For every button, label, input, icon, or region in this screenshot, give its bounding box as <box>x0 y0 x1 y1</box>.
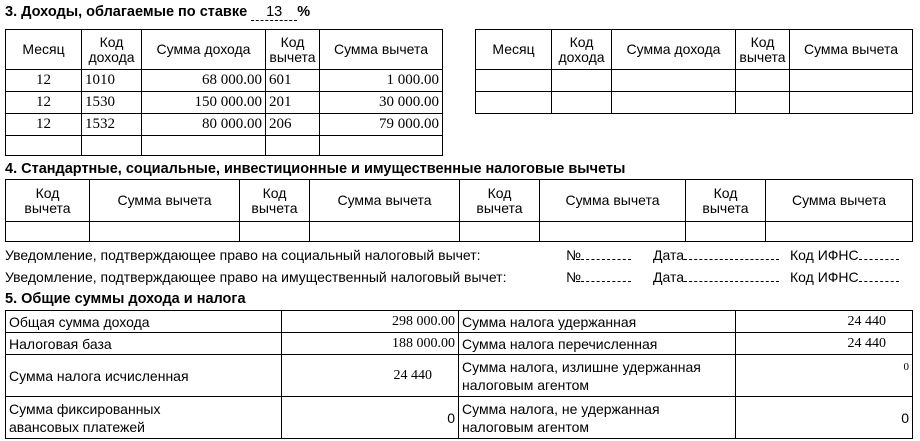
tax-calculated-value: 24 440 <box>282 355 459 397</box>
header-deduction-sum: Сумма вычета <box>90 180 240 222</box>
tax-not-withheld-value: 0 <box>736 397 913 439</box>
empty-cell <box>552 92 612 114</box>
header-income-code: Код дохода <box>552 30 612 70</box>
empty-cell <box>790 70 913 92</box>
cell-deduction-sum: 1 000.00 <box>320 70 443 92</box>
tax-excess-label: Сумма налога, излишне удержанная налоговым агентом <box>459 355 736 397</box>
cell-deduction-code: 206 <box>266 114 320 136</box>
notice-property-date: Дата <box>653 269 779 285</box>
header-income-sum: Сумма дохода <box>142 30 266 70</box>
cell-income-code: 1532 <box>82 114 142 136</box>
header-income-code: Код дохода <box>82 30 142 70</box>
empty-cell <box>766 222 913 242</box>
header-deduction-sum: Сумма вычета <box>766 180 913 222</box>
header-month: Месяц <box>6 30 82 70</box>
tax-withheld-label: Сумма налога удержанная <box>459 311 736 333</box>
fixed-advance-value: 0 <box>282 397 459 439</box>
table-row <box>6 136 443 156</box>
header-deduction-sum: Сумма вычета <box>310 180 460 222</box>
total-income-label: Общая сумма дохода <box>6 311 282 333</box>
cell-income-code: 1530 <box>82 92 142 114</box>
tax-calculated-label: Сумма налога исчисленная <box>6 355 282 397</box>
cell-month: 12 <box>6 114 82 136</box>
empty-cell <box>540 222 686 242</box>
cell-income-code: 1010 <box>82 70 142 92</box>
cell-income-sum: 80 000.00 <box>142 114 266 136</box>
notice-social-ifns: Код ИФНС <box>790 247 899 263</box>
notice-social-number: № <box>566 247 631 263</box>
notice-property-text: Уведомление, подтверждающее право на имущественный налоговый вычет: <box>5 269 507 285</box>
header-month: Месяц <box>476 30 552 70</box>
income-table-left <box>5 29 443 156</box>
income-table-right <box>475 29 913 114</box>
total-income-value: 298 000.00 <box>282 311 459 333</box>
empty-cell <box>476 92 552 114</box>
empty-cell <box>82 136 142 156</box>
table-row <box>6 114 443 136</box>
tax-base-value: 188 000.00 <box>282 333 459 355</box>
table-row <box>6 70 443 92</box>
empty-cell <box>736 70 790 92</box>
cell-deduction-code: 601 <box>266 70 320 92</box>
notice-property <box>5 269 506 285</box>
empty-cell <box>320 136 443 156</box>
table-row <box>476 92 913 114</box>
deductions-table <box>5 179 913 242</box>
tax-base-label: Налоговая база <box>6 333 282 355</box>
header-deduction-sum: Сумма вычета <box>540 180 686 222</box>
header-deduction-code: Код вычета <box>736 30 790 70</box>
tax-not-withheld-label: Сумма налога, не удержанная налоговым агентом <box>459 397 736 439</box>
tax-withheld-value: 24 440 <box>736 311 913 333</box>
cell-income-sum: 150 000.00 <box>142 92 266 114</box>
tax-excess-value: 0 <box>736 355 913 397</box>
totals-table <box>5 310 913 439</box>
empty-cell <box>790 92 913 114</box>
header-deduction-code: Код вычета <box>686 180 766 222</box>
empty-cell <box>6 222 90 242</box>
empty-cell <box>476 70 552 92</box>
empty-cell <box>310 222 460 242</box>
header-deduction-code: Код вычета <box>460 180 540 222</box>
notice-property-ifns: Код ИФНС <box>790 269 899 285</box>
cell-deduction-code: 201 <box>266 92 320 114</box>
section3-title <box>5 4 310 21</box>
empty-cell <box>612 70 736 92</box>
empty-cell <box>736 92 790 114</box>
header-deduction-sum: Сумма вычета <box>790 30 913 70</box>
header-deduction-sum: Сумма вычета <box>320 30 443 70</box>
fixed-advance-label: Сумма фиксированных авансовых платежей <box>6 397 282 439</box>
empty-cell <box>552 70 612 92</box>
header-deduction-code: Код вычета <box>240 180 310 222</box>
notice-social-text: Уведомление, подтверждающее право на социальный налоговый вычет: <box>5 247 481 263</box>
section3-title-text: 3. Доходы, облагаемые по ставке <box>5 4 248 20</box>
cell-month: 12 <box>6 70 82 92</box>
header-deduction-code: Код вычета <box>6 180 90 222</box>
cell-deduction-sum: 79 000.00 <box>320 114 443 136</box>
empty-cell <box>686 222 766 242</box>
header-income-sum: Сумма дохода <box>612 30 736 70</box>
table-row <box>6 92 443 114</box>
empty-cell <box>612 92 736 114</box>
cell-month: 12 <box>6 92 82 114</box>
empty-cell <box>240 222 310 242</box>
notice-social <box>5 247 481 263</box>
empty-cell <box>142 136 266 156</box>
cell-deduction-sum: 30 000.00 <box>320 92 443 114</box>
section4-title: 4. Стандартные, социальные, инвестиционные и имущественные налоговые вычеты <box>5 161 626 177</box>
empty-cell <box>460 222 540 242</box>
empty-cell <box>90 222 240 242</box>
section5-title: 5. Общие суммы дохода и налога <box>5 291 246 307</box>
notice-social-date: Дата <box>653 247 779 263</box>
cell-income-sum: 68 000.00 <box>142 70 266 92</box>
notice-property-number: № <box>566 269 631 285</box>
header-deduction-code: Код вычета <box>266 30 320 70</box>
tax-transferred-label: Сумма налога перечисленная <box>459 333 736 355</box>
tax-transferred-value: 24 440 <box>736 333 913 355</box>
table-row <box>476 70 913 92</box>
tax-rate-value: 13 <box>251 4 297 21</box>
percent-sign: % <box>297 4 311 20</box>
table-row <box>6 222 913 242</box>
empty-cell <box>6 136 82 156</box>
empty-cell <box>266 136 320 156</box>
